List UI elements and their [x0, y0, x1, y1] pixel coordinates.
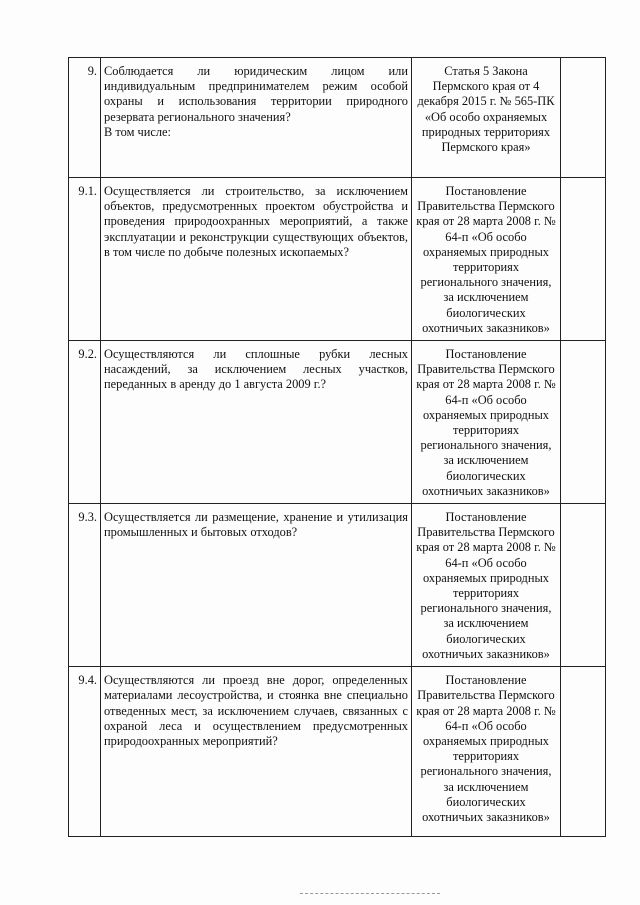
row-answer-cell[interactable]: [561, 58, 606, 178]
row-question: [101, 58, 412, 178]
question-subtext: В том числе:: [104, 124, 171, 139]
row-answer-cell[interactable]: [561, 178, 606, 341]
row-question: Осуществляется ли строительство, за исключением объектов, предусмотренных проектом обустройства и проведения природоохранных мероприятий, а также эксплуатации и реконструкции существующих объектов, в том числе по добыче полезных ископаемых?: [101, 178, 412, 341]
row-legal-reference: Постановление Правительства Пермского края от 28 марта 2008 г. № 64-п «Об особо охраняемых природных территориях регионального значения, за исключением биологических охотничьих заказников»: [412, 504, 561, 667]
row-number: 9.1.: [69, 178, 101, 341]
table-row: [69, 341, 606, 504]
row-number: 9.4.: [69, 667, 101, 837]
row-number: 9.3.: [69, 504, 101, 667]
row-question: Осуществляется ли размещение, хранение и утилизация промышленных и бытовых отходов?: [101, 504, 412, 667]
row-question: Осуществляются ли проезд вне дорог, определенных материалами лесоустройства, и стоянка вне специально отведенных мест, за исключением случаев, связанных с охраной леса и осуществлением предусмотренных природоохранных мероприятий?: [101, 667, 412, 837]
row-legal-reference: Постановление Правительства Пермского края от 28 марта 2008 г. № 64-п «Об особо охраняемых природных территориях регионального значения, за исключением биологических охотничьих заказников»: [412, 178, 561, 341]
table-row: [69, 178, 606, 341]
row-legal-reference: Статья 5 Закона Пермского края от 4 декабря 2015 г. № 565-ПК «Об особо охраняемых природных территориях Пермского края»: [412, 58, 561, 178]
table-row: [69, 58, 606, 178]
row-answer-cell[interactable]: [561, 504, 606, 667]
row-legal-reference: Постановление Правительства Пермского края от 28 марта 2008 г. № 64-п «Об особо охраняемых природных территориях регионального значения, за исключением биологических охотничьих заказников»: [412, 341, 561, 504]
row-number: 9.2.: [69, 341, 101, 504]
table-row: [69, 504, 606, 667]
scan-artifact-line: [300, 893, 440, 896]
row-answer-cell[interactable]: [561, 667, 606, 837]
row-legal-reference: Постановление Правительства Пермского края от 28 марта 2008 г. № 64-п «Об особо охраняемых природных территориях регионального значения, за исключением биологических охотничьих заказников»: [412, 667, 561, 837]
question-text: Соблюдается ли юридическим лицом или индивидуальным предпринимателем режим особой охраны и использования территории природного резервата регионального значения?: [104, 64, 408, 124]
checklist-table: [68, 57, 606, 837]
row-question: Осуществляются ли сплошные рубки лесных насаждений, за исключением лесных участков, переданных в аренду до 1 августа 2009 г.?: [101, 341, 412, 504]
row-number: 9.: [69, 58, 101, 178]
table-row: [69, 667, 606, 837]
row-answer-cell[interactable]: [561, 341, 606, 504]
